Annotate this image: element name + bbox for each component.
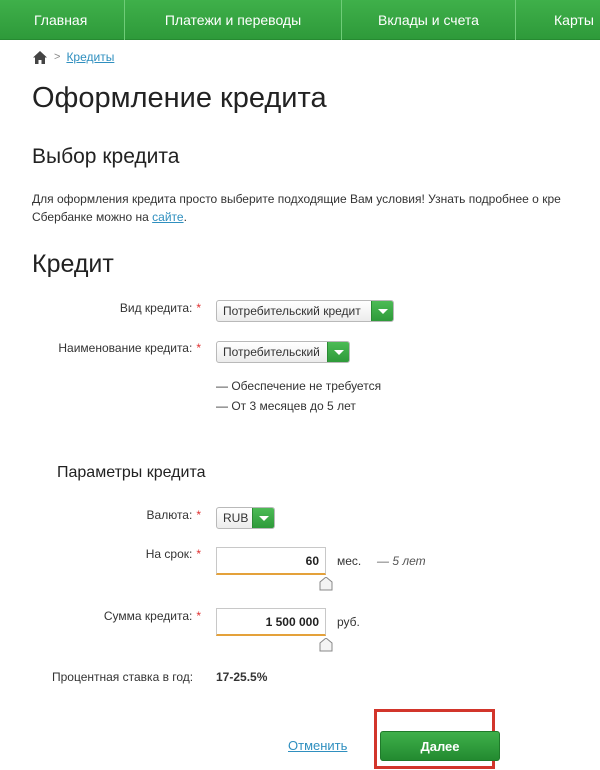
currency-select[interactable]: [216, 507, 275, 529]
required-mark: *: [196, 547, 201, 561]
nav-item-payments[interactable]: Платежи и переводы: [125, 0, 342, 40]
term-input[interactable]: 60: [216, 547, 326, 575]
amount-unit: руб.: [337, 615, 360, 629]
section-title: Выбор кредита: [32, 145, 180, 168]
page-title: Оформление кредита: [32, 82, 327, 114]
intro-line-2-prefix: Сбербанке можно на: [32, 210, 153, 224]
required-mark: *: [196, 609, 201, 623]
note-security: — Обеспечение не требуется: [216, 379, 382, 393]
required-mark: *: [196, 341, 201, 355]
credit-name-label-text: Наименование кредита:: [58, 341, 193, 355]
rate-value: 17-25.5%: [216, 670, 268, 684]
cancel-link[interactable]: Отменить: [288, 738, 348, 753]
credit-name-label: [58, 341, 201, 355]
top-navigation: [0, 0, 600, 40]
rate-label: Процентная ставка в год:: [52, 670, 194, 684]
term-label-text: На срок:: [145, 547, 193, 561]
breadcrumb-link-credits[interactable]: Кредиты: [66, 50, 115, 64]
intro-line-2-suffix: .: [183, 210, 187, 224]
nav-item-cards[interactable]: Карты: [554, 12, 594, 28]
required-mark: *: [196, 508, 201, 522]
params-title: Параметры кредита: [57, 464, 206, 481]
intro-line-2: [32, 208, 600, 226]
intro-text: [32, 190, 600, 226]
intro-line-1: Для оформления кредита просто выберите подходящие Вам условия! Узнать подробнее о кре: [32, 192, 561, 206]
amount-label: [104, 609, 201, 623]
amount-label-text: Сумма кредита:: [103, 609, 193, 623]
nav-item-deposits[interactable]: Вклады и счета: [342, 0, 516, 40]
site-link[interactable]: сайте: [152, 210, 184, 224]
credit-title: Кредит: [32, 250, 114, 278]
term-slider-handle[interactable]: [319, 577, 333, 591]
credit-type-value: Потребительский кредит: [223, 304, 361, 318]
breadcrumb: [33, 50, 114, 64]
currency-label: [147, 508, 201, 522]
amount-input[interactable]: 1 500 000: [216, 608, 326, 636]
term-hint: — 5 лет: [377, 554, 426, 568]
chevron-down-icon[interactable]: [327, 342, 349, 362]
term-label: [146, 547, 201, 561]
currency-label-text: Валюта:: [146, 508, 193, 522]
next-button[interactable]: Далее: [380, 731, 500, 761]
nav-item-home[interactable]: Главная: [0, 0, 125, 40]
credit-type-label: [120, 301, 201, 315]
term-unit: мес.: [337, 554, 362, 568]
chevron-down-icon[interactable]: [371, 301, 393, 321]
home-icon[interactable]: [33, 51, 47, 64]
credit-type-select[interactable]: [216, 300, 394, 322]
credit-name-value: Потребительский: [223, 345, 320, 359]
required-mark: *: [196, 301, 201, 315]
credit-type-label-text: Вид кредита:: [119, 301, 193, 315]
chevron-down-icon[interactable]: [252, 508, 274, 528]
breadcrumb-separator: >: [54, 51, 61, 63]
currency-value: RUB: [223, 511, 249, 525]
amount-slider-handle[interactable]: [319, 638, 333, 652]
credit-name-select[interactable]: [216, 341, 350, 363]
note-term: — От 3 месяцев до 5 лет: [216, 399, 356, 413]
